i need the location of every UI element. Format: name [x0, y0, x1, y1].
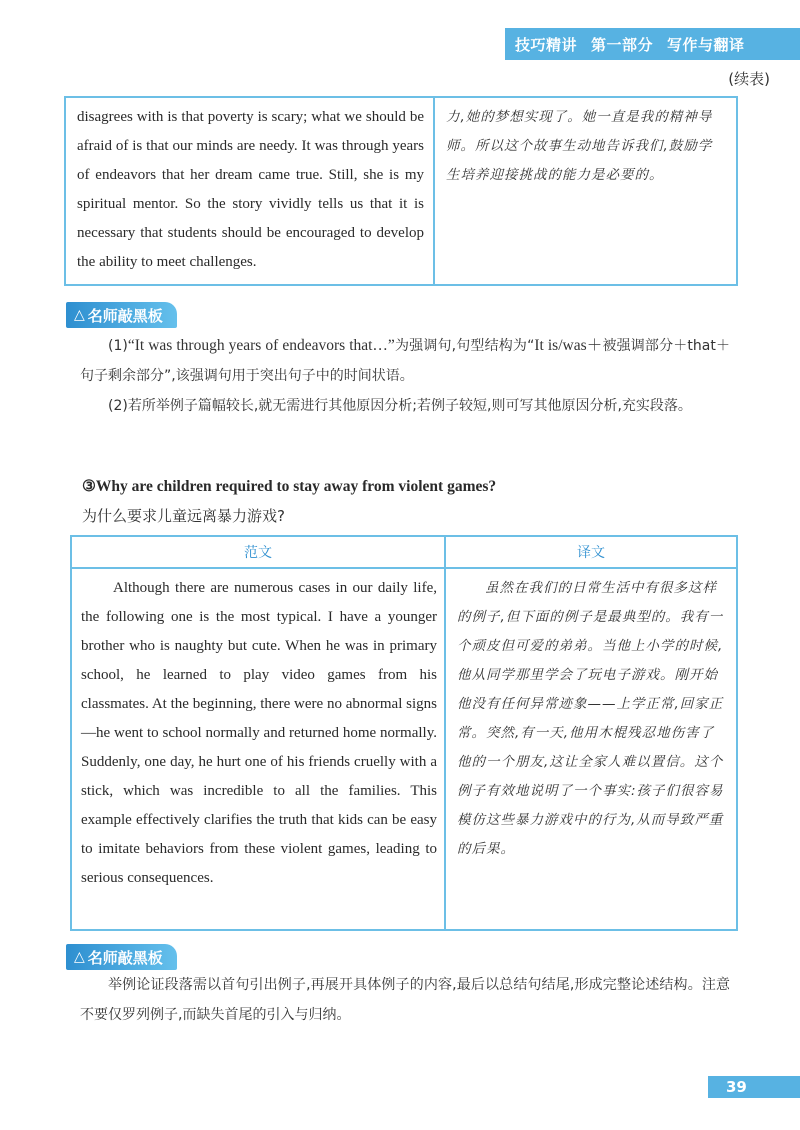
tip-p1-lead: (1) — [108, 338, 128, 354]
essay-english-text: Although there are numerous cases in our daily life, the following one is the most typical. I have a younger brother who is naughty but cute. When he was in primary school, he learned to play video games from his classmates. At the beginning, there were no abnormal signs—he went to school normally and returned home normally. Suddenly, one day, he hurt one of his friends cruelly with a stick, which was incredible to all the families. This example effectively clarifies the truth that kids can be easy to imitate behaviors from these violent games, leading to serious consequences. — [81, 580, 437, 886]
tip-badge-label: 名师敲黑板 — [87, 948, 163, 967]
section-header — [505, 28, 800, 60]
essay-english-cell — [71, 568, 445, 930]
tip-paragraph-1 — [80, 331, 730, 391]
tip-paragraph-2: (2)若所举例子篇幅较长,就无需进行其他原因分析;若例子较短,则可写其他原因分析,充实段落。 — [108, 398, 692, 414]
tip2-paragraph: 举例论证段落需以首句引出例子,再展开具体例子的内容,最后以总结句结尾,形成完整论述结构。注意不要仅罗列例子,而缺失首尾的引入与归纳。 — [80, 977, 730, 1023]
header-part2: 第一部分 — [591, 35, 654, 54]
col-header-translation: 译文 — [445, 536, 737, 568]
tip-text-1 — [80, 331, 730, 421]
chinese-cell — [434, 97, 737, 285]
tip-p1-rest: 被强调部分＋that＋句子剩余部分”,该强调句用于突出句子中的时间状语。 — [80, 338, 731, 384]
tip-text-2 — [80, 970, 730, 1030]
continued-table — [64, 96, 738, 286]
warning-triangle-icon: △ — [74, 949, 85, 965]
chinese-text: 力,她的梦想实现了。她一直是我的精神导师。所以这个故事生动地告诉我们,鼓励学生培养迎接挑战的能力是必要的。 — [446, 109, 713, 183]
tip-p1-quote: “It was through years of endeavors that…” — [127, 337, 395, 354]
col-header-model: 范文 — [71, 536, 445, 568]
english-cell — [65, 97, 434, 285]
essay-table — [70, 535, 738, 931]
tip-badge-1 — [66, 302, 177, 328]
tip-badge-label: 名师敲黑板 — [87, 306, 163, 325]
tip-p1-mid: 为强调句,句型结构为“ — [394, 338, 535, 354]
english-text: disagrees with is that poverty is scary; what we should be afraid of is that our minds are needy. It was through years of endeavors that her dream came true. Still, she is my spiritual mentor. So the story vividly tells us that it is necessary that students should be encouraged to develop the ability to meet challenges. — [77, 109, 424, 270]
warning-triangle-icon: △ — [74, 307, 85, 323]
essay-chinese-text: 虽然在我们的日常生活中有很多这样的例子,但下面的例子是最典型的。我有一个顽皮但可爱的弟弟。当他上小学的时候,他从同学那里学会了玩电子游戏。刚开始他没有任何异常迹象——上学正常,回家正常。突然,有一天,他用木棍残忍地伤害了他的一个朋友,这让全家人难以置信。这个例子有效地说明了一个事实:孩子们很容易模仿这些暴力游戏中的行为,从而导致严重的后果。 — [457, 580, 724, 857]
header-part1: 技巧精讲 — [515, 35, 578, 54]
continued-label: (续表) — [728, 70, 770, 88]
page-number: 39 — [708, 1076, 800, 1098]
essay-chinese-cell — [445, 568, 737, 930]
essay-english-block — [73, 570, 443, 897]
essay-chinese-block — [447, 570, 735, 868]
tip-badge-2 — [66, 944, 177, 970]
tip-p1-formula: It is/was＋ — [534, 337, 603, 354]
question-translation: 为什么要求儿童远离暴力游戏? — [82, 507, 285, 525]
header-part3: 写作与翻译 — [667, 35, 745, 54]
question-title: ③Why are children required to stay away from violent games? — [82, 478, 497, 495]
